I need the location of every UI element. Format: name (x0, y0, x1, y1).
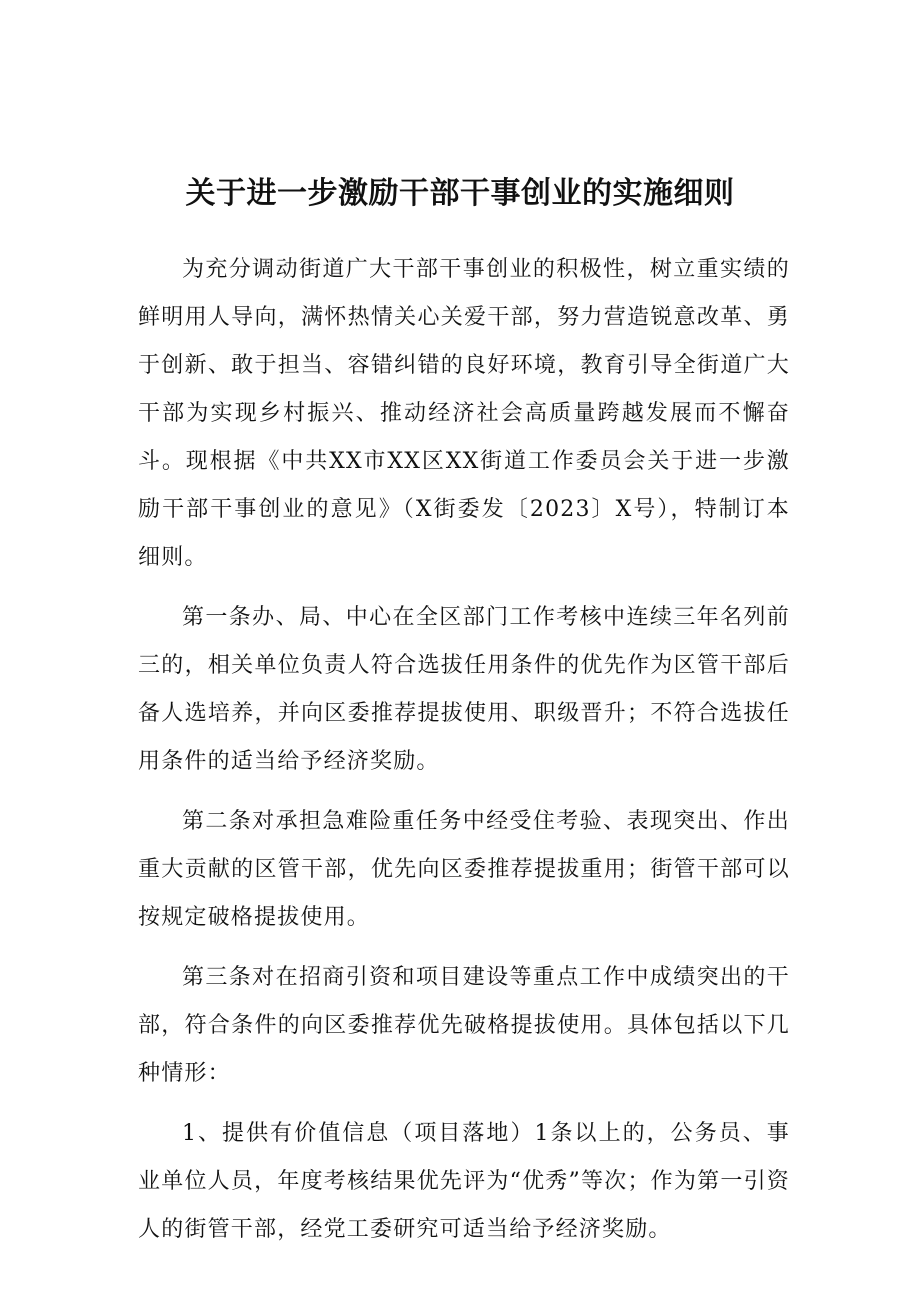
paragraph-item-1: 1、提供有价值信息（项目落地）1条以上的，公务员、事业单位人员，年度考核结果优先评为“优秀”等次；作为第一引资人的街管干部，经党工委研究可适当给予经济奖励。 (138, 1121, 790, 1242)
document-body (138, 246, 790, 1266)
paragraph-article-1: 第一条办、局、中心在全区部门工作考核中连续三年名列前三的，相关单位负责人符合选拔任用条件的优先作为区管干部后备人选培养，并向区委推荐提拔使用、职级晋升；不符合选拔任用条件的适当给予经济奖励。 (138, 605, 790, 774)
document-title: 关于进一步激励干部干事创业的实施细则 (185, 176, 735, 211)
paragraph-article-2: 第二条对承担急难险重任务中经受住考验、表现突出、作出重大贡献的区管干部，优先向区委推荐提拔重用；街管干部可以按规定破格提拔使用。 (138, 809, 790, 930)
paragraph-preamble: 为充分调动街道广大干部干事创业的积极性，树立重实绩的鲜明用人导向，满怀热情关心关爱干部，努力营造锐意改革、勇于创新、敢于担当、容错纠错的良好环境，教育引导全街道广大干部为实现乡村振兴、推动经济社会高质量跨越发展而不懈奋斗。现根据《中共XX市XX区XX街道工作委员会关于进一步激励干部干事创业的意见》（X街委发〔2023〕X号），特制订本细则。 (138, 257, 790, 570)
paragraph-article-3: 第三条对在招商引资和项目建设等重点工作中成绩突出的干部，符合条件的向区委推荐优先破格提拔使用。具体包括以下几种情形： (138, 965, 790, 1086)
